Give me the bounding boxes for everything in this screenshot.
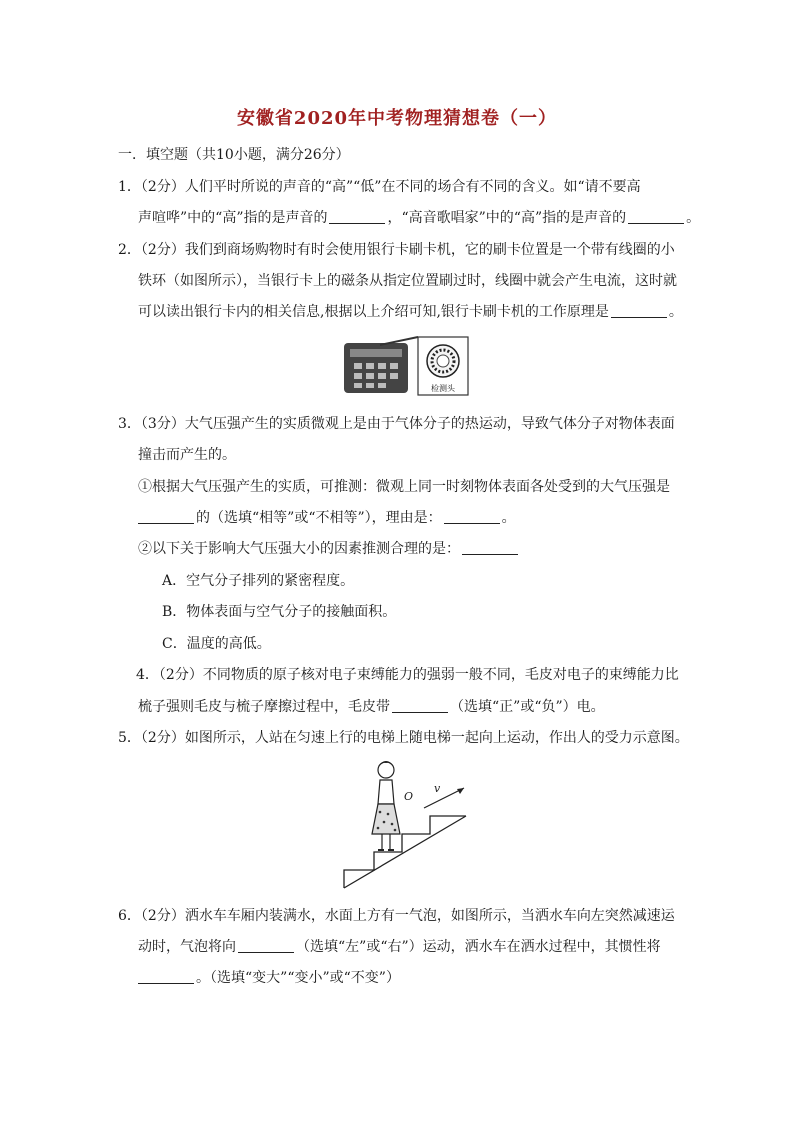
q6-blank-2 — [138, 969, 194, 984]
q3-blank-1 — [138, 509, 194, 524]
q6-line3 — [138, 968, 400, 988]
q1-text-b: ，“高音歌唱家”中的“高”指的是声音的 — [387, 210, 627, 226]
q4-text-b: （选填“正”或“负”）电。 — [450, 699, 605, 715]
velocity-arrow — [424, 788, 464, 808]
detection-head-inset — [418, 337, 468, 395]
section-heading: 一．填空题（共10小题，满分26分） — [118, 147, 350, 163]
q3-text-b: 。 — [501, 510, 516, 526]
q1-blank-2 — [628, 209, 684, 224]
q4-text-a: 梳子强则毛皮与梳子摩擦过程中，毛皮带 — [138, 699, 390, 715]
card-reader-device — [344, 337, 418, 393]
q1-line1: 1．（2分）人们平时所说的声音的“高”“低”在不同的场合有不同的含义。如“请不要高 — [118, 179, 641, 195]
q1-line2 — [138, 208, 700, 228]
label-v: v — [434, 782, 441, 795]
q3-line5 — [138, 539, 520, 559]
q3-line2: 撞击而产生的。 — [138, 447, 236, 463]
q3-line3: ①根据大气压强产生的实质，可推测：微观上同一时刻物体表面各处受到的大气压强是 — [138, 479, 670, 495]
q4-line1: 4．（2分）不同物质的原子核对电子束缚能力的强弱一般不同，毛皮对电子的束缚能力比 — [136, 667, 679, 683]
q6-text-b: （选填“左”或“右”）运动，洒水车在洒水过程中，其惯性将 — [296, 939, 661, 955]
q6-line2 — [138, 937, 661, 957]
q3-option-b: B．物体表面与空气分子的接触面积。 — [162, 604, 397, 620]
q2-line3 — [138, 302, 683, 322]
q6-line1: 6．（2分）洒水车车厢内装满水，水面上方有一气泡，如图所示，当洒水车向左突然减速运 — [118, 908, 675, 924]
q6-blank-1 — [238, 938, 294, 953]
label-o: O — [404, 790, 414, 803]
q3-option-c: C．温度的高低。 — [162, 636, 271, 652]
card-reader-figure — [340, 333, 472, 399]
q1-blank-1 — [329, 209, 385, 224]
page-title: 安徽省2020年中考物理猜想卷（一） — [236, 108, 558, 129]
q4-blank-1 — [392, 698, 448, 713]
q2-text-b: 。 — [668, 304, 683, 320]
q2-text-a: 可以读出银行卡内的相关信息,根据以上介绍可知,银行卡刷卡机的工作原理是 — [138, 304, 609, 320]
q2-line1: 2．（2分）我们到商场购物时有时会使用银行卡刷卡机，它的刷卡位置是一个带有线圈的小 — [118, 242, 675, 258]
q1-text-a: 声喧哗”中的“高”指的是声音的 — [138, 210, 328, 226]
q1-text-c: 。 — [686, 210, 701, 226]
q3-blank-3 — [462, 540, 518, 555]
q2-blank-1 — [611, 303, 667, 318]
detection-head-label: 检测头 — [431, 384, 455, 393]
q3-option-a: A．空气分子排列的紧密程度。 — [162, 573, 355, 589]
escalator-figure — [338, 756, 478, 892]
q2-line2: 铁环（如图所示），当银行卡上的磁条从指定位置刷过时，线圈中就会产生电流，这时就 — [138, 273, 677, 289]
q3-text-c: ②以下关于影响大气压强大小的因素推测合理的是： — [138, 541, 460, 557]
person-figure — [372, 761, 400, 850]
q3-line1: 3．（3分）大气压强产生的实质微观上是由于气体分子的热运动，导致气体分子对物体表面 — [118, 416, 675, 432]
q4-line2 — [138, 697, 605, 717]
q6-text-c: 。（选填“变大”“变小”或“不变”） — [196, 970, 400, 986]
q6-text-a: 动时，气泡将向 — [138, 939, 236, 955]
q3-text-a: 的（选填“相等”或“不相等”），理由是： — [196, 510, 442, 526]
q3-line4 — [138, 508, 516, 528]
q5-line1: 5．（2分）如图所示，人站在匀速上行的电梯上随电梯一起向上运动，作出人的受力示意图。 — [118, 730, 689, 746]
q3-blank-2 — [444, 509, 500, 524]
escalator-stairs — [344, 816, 466, 888]
